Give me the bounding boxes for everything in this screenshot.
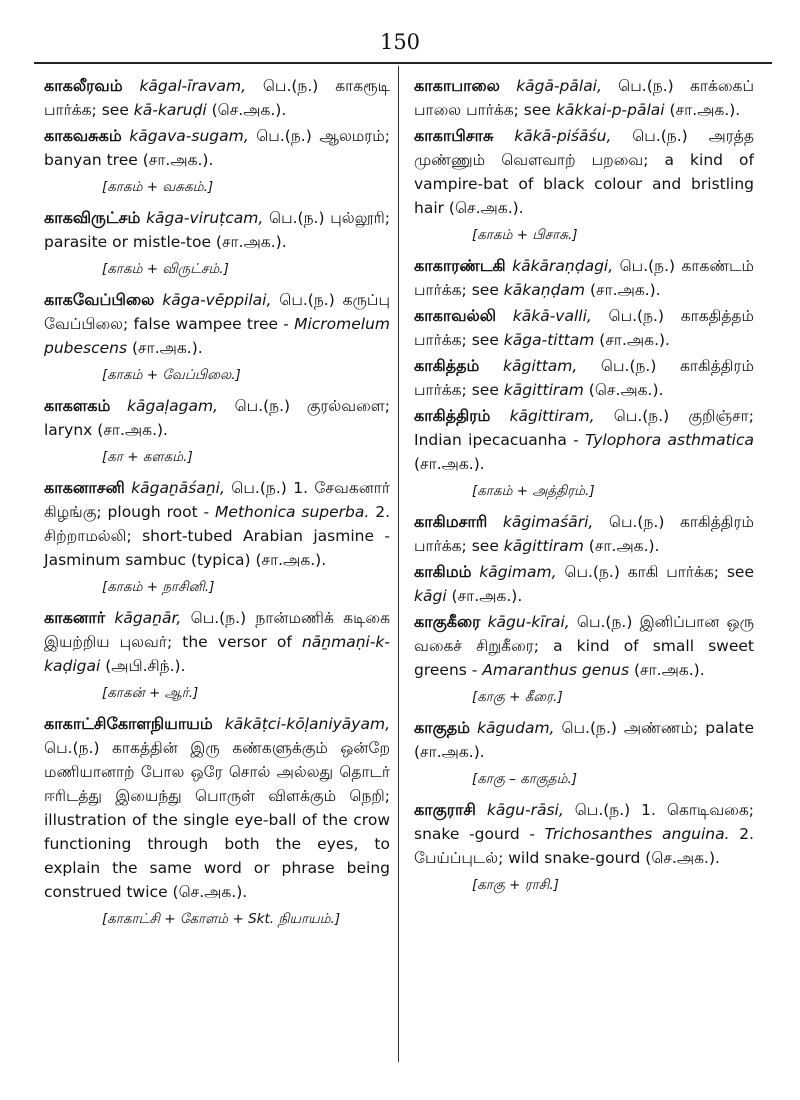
entry-source: (சா.அக.). — [664, 101, 741, 119]
entry-etymology: [காகன் + ஆர்.] — [102, 685, 199, 701]
entry-definition: பெ.(ந.) காகதித்தம் பார்க்க; see — [414, 307, 754, 349]
entry-transliteration: kāgaṉāśaṉi, — [131, 479, 225, 497]
dictionary-entry — [414, 560, 754, 608]
entry-definition: பெ.(ந.) குறிஞ்சா; Indian ipecacuanha - — [414, 407, 754, 449]
entry-definition: பெ.(ந.) புல்லூரி; parasite or mistle-toe (சா.அக.). — [44, 209, 390, 251]
entry-source: 2. பேய்ப்புடல்; wild snake-gourd (செ.அக.). — [414, 825, 754, 867]
entry-etymology: [காகம் + வசுகம்.] — [102, 179, 214, 195]
entry-headword: காகுதம் — [414, 718, 471, 737]
entry-definition: பெ.(ந.) 1. சேவகனார் கிழங்கு; plough root - — [44, 479, 390, 521]
entry-headword: காகாட்சிகோளநியாயம் — [44, 714, 213, 733]
dictionary-entry — [44, 606, 390, 678]
entry-transliteration: kāgu-rāsi, — [486, 801, 564, 819]
entry-etymology: [காகாட்சி + கோளம் + Skt. நியாயம்.] — [102, 911, 341, 927]
dictionary-entry — [44, 74, 390, 122]
dictionary-entry — [44, 476, 390, 572]
entry-etymology: [காகம் + வேப்பிலை.] — [102, 367, 241, 383]
entry-source: (சா.அக.). — [446, 587, 523, 605]
entry-headword: காகாபிசாசு — [414, 126, 494, 145]
entry-transliteration: kākāṭci-kōḷaniyāyam, — [224, 715, 390, 733]
entry-italic-term: kā-karuḍi — [133, 101, 207, 119]
entry-etymology: [காகு – காகுதம்.] — [472, 771, 578, 787]
dictionary-entry — [414, 74, 754, 122]
right-column — [414, 74, 754, 904]
dictionary-entry — [414, 798, 754, 870]
entry-headword: காகவசுகம் — [44, 126, 122, 145]
entry-definition: பெ.(ந.) ஆலமரம்; banyan tree (சா.அக.). — [44, 127, 390, 169]
entry-headword: காகளகம் — [44, 396, 111, 415]
dictionary-entry — [44, 712, 390, 904]
entry-transliteration: kāgava-sugam, — [129, 127, 249, 145]
entry-definition: பெ.(ந.) நான்மணிக் கடிகை இயற்றிய புலவர்; the versor of — [44, 609, 390, 651]
entry-definition: பெ.(ந.) காக்கைப் பாலை பார்க்க; see — [414, 77, 754, 119]
entry-transliteration: kāgaṉār, — [114, 609, 182, 627]
entry-italic-term: nāṉmaṇi-k-kaḍigai — [44, 633, 390, 675]
entry-italic-term: Amaranthus genus — [482, 661, 630, 679]
entry-italic-term: Trichosanthes anguina. — [544, 825, 730, 843]
entry-source: 2. சிற்றாமல்லி; short-tubed Arabian jasmine - Jasminum sambuc (typica) (சா.அக.). — [44, 503, 390, 569]
entry-transliteration: kākāraṇḍagi, — [512, 257, 614, 275]
entry-source: (சா.அக.). — [594, 331, 670, 349]
entry-etymology: [கா + களகம்.] — [102, 449, 193, 465]
entry-italic-term: kākaṇḍam — [503, 281, 586, 299]
entry-definition: பெ.(ந.) காகித்திரம் பார்க்க; see — [414, 357, 754, 399]
entry-source: (அபி.சிந்.). — [100, 657, 186, 675]
entry-italic-term: kāgi — [414, 587, 447, 605]
entry-headword: காகுகீரை — [414, 612, 481, 631]
entry-headword: காகாவல்லி — [414, 306, 497, 325]
entry-source: (சா.அக.). — [585, 281, 661, 299]
entry-transliteration: kāgā-pālai, — [516, 77, 602, 95]
entry-etymology: [காகம் + பிசாசு.] — [472, 227, 578, 243]
entry-etymology: [காகு + கீரை.] — [472, 689, 563, 705]
dictionary-entry — [414, 124, 754, 220]
dictionary-entry — [414, 610, 754, 682]
entry-headword: காகித்தம் — [414, 356, 480, 375]
entry-etymology: [காகம் + அத்திரம்.] — [472, 483, 595, 499]
entry-definition: பெ.(ந.) குரல்வளை; larynx (சா.அக.). — [44, 397, 390, 439]
entry-etymology: [காகம் + விருட்சம்.] — [102, 261, 229, 277]
entry-source: (செ.அக.). — [583, 381, 664, 399]
entry-italic-term: Tylophora asthmatica — [585, 431, 754, 449]
entry-source: (சா.அக.). — [414, 455, 485, 473]
entry-etymology: [காகம் + நாசினி.] — [102, 579, 215, 595]
entry-italic-term: kāga-tittam — [503, 331, 595, 349]
entry-headword: காகவேப்பிலை — [44, 290, 155, 309]
entry-definition: பெ.(ந.) காகித்திரம் பார்க்க; see — [414, 513, 754, 555]
dictionary-entry — [414, 404, 754, 476]
entry-headword: காகவிருட்சம் — [44, 208, 141, 227]
dictionary-entry — [44, 124, 390, 172]
entry-definition: பெ.(ந.) கருப்பு வேப்பிலை; false wampee tree - — [44, 291, 390, 333]
entry-transliteration: kāga-vēppilai, — [162, 291, 272, 309]
entry-definition: பெ.(ந.) காகண்டம் பார்க்க; see — [414, 257, 754, 299]
header-rule — [34, 62, 772, 64]
entry-definition: பெ.(ந.) அரத்த முண்ணும் வௌவாற் பறவை; a kind of vampire-bat of black colour and bristling hair (செ.அக.). — [414, 127, 754, 217]
entry-italic-term: Methonica superba. — [215, 503, 370, 521]
entry-transliteration: kāgimam, — [479, 563, 557, 581]
entry-italic-term: kāgittiram — [503, 381, 584, 399]
dictionary-entry — [414, 510, 754, 558]
entry-headword: காகனாசனி — [44, 478, 125, 497]
dictionary-entry — [414, 716, 754, 764]
entry-definition: பெ.(ந.) 1. கொடிவகை; snake -gourd - — [414, 801, 754, 843]
entry-transliteration: kāgittiram, — [509, 407, 595, 425]
dictionary-entry — [44, 206, 390, 254]
entry-headword: காகனார் — [44, 608, 106, 627]
entry-italic-term: Micromelum pubescens — [44, 315, 390, 357]
entry-transliteration: kāgittam, — [503, 357, 578, 375]
entry-italic-term: kākkai-p-pālai — [555, 101, 665, 119]
entry-transliteration: kāgimaśāri, — [502, 513, 594, 531]
entry-transliteration: kāgu-kīrai, — [487, 613, 570, 631]
entry-headword: காகாபாலை — [414, 76, 500, 95]
entry-transliteration: kāgudam, — [476, 719, 555, 737]
dictionary-entry — [414, 354, 754, 402]
dictionary-entry — [414, 304, 754, 352]
entry-headword: காகுராசி — [414, 800, 476, 819]
entry-transliteration: kākā-valli, — [512, 307, 592, 325]
entry-transliteration: kākā-piśāśu, — [514, 127, 612, 145]
entry-transliteration: kāgal-īravam, — [139, 77, 247, 95]
entry-definition: பெ.(ந.) இனிப்பான ஒரு வகைச் சிறுகீரை; a kind of small sweet greens - — [414, 613, 754, 679]
entry-definition: பெ.(ந.) காகரூடி பார்க்க; see — [44, 77, 390, 119]
dictionary-entry — [44, 288, 390, 360]
entry-source: (சா.அக.). — [127, 339, 203, 357]
dictionary-entry — [44, 394, 390, 442]
entry-source: (சா.அக.). — [629, 661, 705, 679]
entry-source: (சா.அக.). — [583, 537, 660, 555]
entry-definition: பெ.(ந.) காகி பார்க்க; see — [556, 563, 755, 581]
column-divider — [398, 66, 399, 1062]
entry-headword: காகித்திரம் — [414, 406, 491, 425]
entry-headword: காகாரண்டகி — [414, 256, 506, 275]
entry-definition: பெ.(ந.) அண்ணம்; palate (சா.அக.). — [414, 719, 754, 761]
entry-source: (செ.அக.). — [206, 101, 287, 119]
entry-transliteration: kāgaḷagam, — [127, 397, 218, 415]
entry-italic-term: kāgittiram — [503, 537, 584, 555]
entry-headword: காகிமம் — [414, 562, 472, 581]
entry-definition: பெ.(ந.) காகத்தின் இரு கண்களுக்கும் ஒன்றே மணியானாற் போல ஒரே சொல் அல்லது தொடர் ஈரிடத்து இயைந்து பொருள் விளக்கும் நெறி; illustration of the single eye-ball of the crow functioning through both the eyes, to explain the same word or phrase being construed twice (செ.அக.). — [44, 739, 390, 901]
page-number: 150 — [379, 30, 421, 54]
entry-transliteration: kāga-viruṭcam, — [146, 209, 264, 227]
entry-headword: காகிமசாரி — [414, 512, 488, 531]
entry-etymology: [காகு + ராசி.] — [472, 877, 559, 893]
entry-headword: காகலீரவம் — [44, 76, 123, 95]
dictionary-entry — [414, 254, 754, 302]
left-column — [44, 74, 390, 938]
